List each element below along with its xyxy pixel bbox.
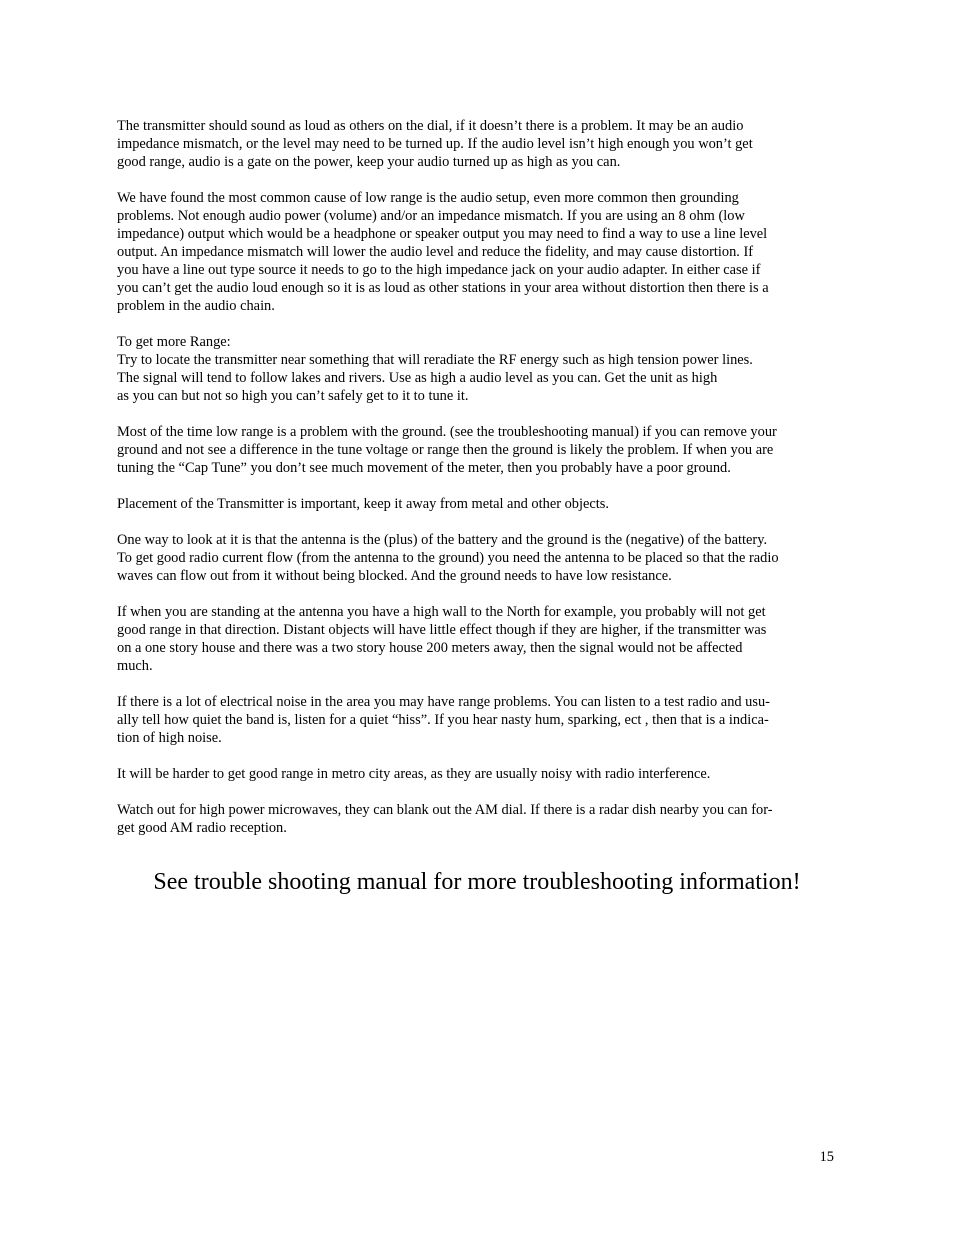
paragraph-electrical-noise xyxy=(117,693,839,747)
text-line: as you can but not so high you can’t safely get to it to tune it. xyxy=(117,388,469,404)
text-line: problems. Not enough audio power (volume) and/or an impedance mismatch. If you are using an 8 ohm (low xyxy=(117,208,745,224)
text-line: output. An impedance mismatch will lower the audio level and reduce the fidelity, and may cause distortion. If xyxy=(117,244,754,260)
paragraph-low-range-cause xyxy=(117,189,839,315)
paragraph-more-range xyxy=(117,333,839,405)
text-line: you can’t get the audio loud enough so it is as loud as other stations in your area without distortion then there is a xyxy=(117,280,769,296)
text-line: If there is a lot of electrical noise in the area you may have range problems. You can listen to a test radio and usu- xyxy=(117,694,770,710)
paragraph-audio-level xyxy=(117,117,839,171)
paragraph-battery-analogy xyxy=(117,531,839,585)
text-line: you have a line out type source it needs to go to the high impedance jack on your audio adapter. In either case if xyxy=(117,262,761,278)
text-line: ally tell how quiet the band is, listen for a quiet “hiss”. If you hear nasty hum, sparking, ect , then that is a indica- xyxy=(117,712,769,728)
text-line: impedance) output which would be a headphone or speaker output you may need to find a way to use a line level xyxy=(117,226,768,242)
text-line: waves can flow out from it without being blocked. And the ground needs to have low resistance. xyxy=(117,568,672,584)
text-line: good range in that direction. Distant objects will have little effect though if they are higher, if the transmitter was xyxy=(117,622,767,638)
paragraph-ground xyxy=(117,423,839,477)
paragraph-metro-areas xyxy=(117,765,839,783)
text-line: problem in the audio chain. xyxy=(117,298,275,314)
page-number: 15 xyxy=(819,1149,834,1165)
text-line: Most of the time low range is a problem with the ground. (see the troubleshooting manual) if you can remove your xyxy=(117,424,777,440)
text-line: good range, audio is a gate on the power, keep your audio turned up as high as you can. xyxy=(117,154,621,170)
text-line: One way to look at it is that the antenna is the (plus) of the battery and the ground is the (negative) of the battery. xyxy=(117,532,768,548)
text-line: To get more Range: xyxy=(117,334,231,350)
text-line: The transmitter should sound as loud as others on the dial, if it doesn’t there is a problem. It may be an audio xyxy=(117,118,744,134)
text-line: Watch out for high power microwaves, they can blank out the AM dial. If there is a radar dish nearby you can for- xyxy=(117,802,773,818)
text-line: impedance mismatch, or the level may need to be turned up. If the audio level isn’t high enough you won’t get xyxy=(117,136,753,152)
text-line: To get good radio current flow (from the antenna to the ground) you need the antenna to be placed so that the radio xyxy=(117,550,779,566)
troubleshooting-callout: See trouble shooting manual for more troubleshooting information! xyxy=(153,869,801,895)
text-line: Try to locate the transmitter near something that will reradiate the RF energy such as high tension power lines. xyxy=(117,352,753,368)
text-line: tuning the “Cap Tune” you don’t see much movement of the meter, then you probably have a poor ground. xyxy=(117,460,731,476)
text-line: Placement of the Transmitter is important, keep it away from metal and other objects. xyxy=(117,496,609,512)
text-line: It will be harder to get good range in metro city areas, as they are usually noisy with radio interference. xyxy=(117,766,711,782)
text-line: The signal will tend to follow lakes and rivers. Use as high a audio level as you can. Get the unit as high xyxy=(117,370,718,386)
text-line: We have found the most common cause of low range is the audio setup, even more common then grounding xyxy=(117,190,739,206)
paragraph-placement xyxy=(117,495,839,513)
text-line: tion of high noise. xyxy=(117,730,222,746)
text-line: on a one story house and there was a two story house 200 meters away, then the signal would not be affected xyxy=(117,640,743,656)
text-line: If when you are standing at the antenna you have a high wall to the North for example, you probably will not get xyxy=(117,604,766,620)
body-text xyxy=(117,117,839,855)
text-line: ground and not see a difference in the tune voltage or range then the ground is likely the problem. If when you are xyxy=(117,442,774,458)
text-line: much. xyxy=(117,658,153,674)
paragraph-obstacles xyxy=(117,603,839,675)
text-line: get good AM radio reception. xyxy=(117,820,287,836)
paragraph-microwaves xyxy=(117,801,839,837)
